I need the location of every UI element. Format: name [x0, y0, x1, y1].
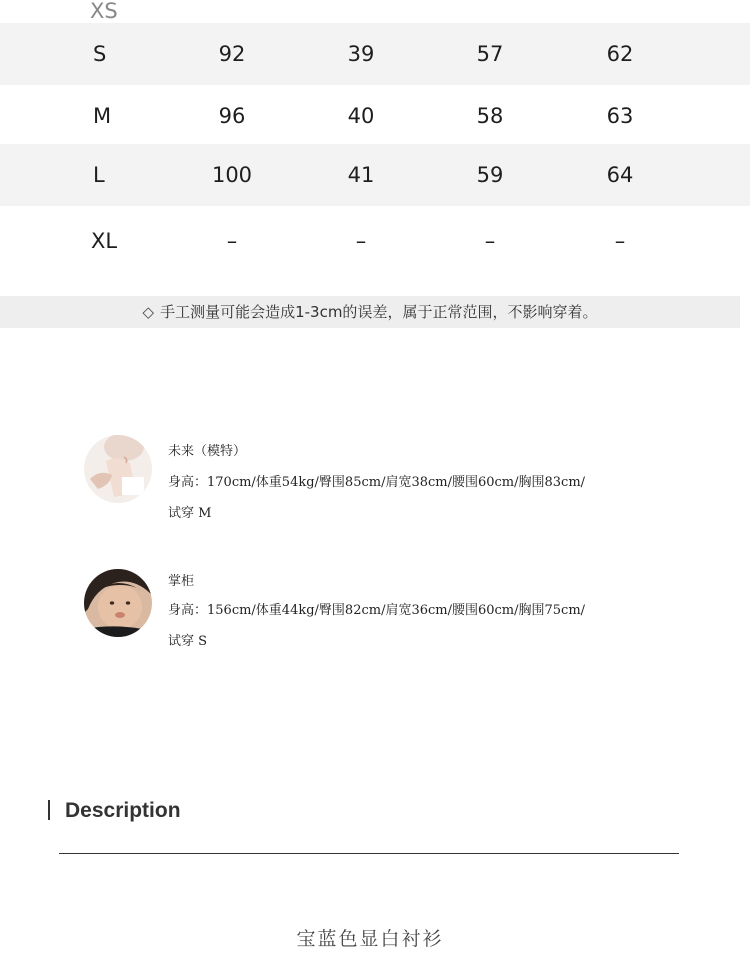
diamond-outline-icon: ◇ — [142, 303, 155, 321]
size-label: XL — [91, 229, 118, 253]
size-value: 100 — [211, 163, 253, 187]
section-divider — [59, 853, 679, 854]
size-value: 96 — [218, 104, 246, 128]
model-fit-size: 试穿 M — [168, 506, 212, 521]
size-label: L — [93, 163, 105, 187]
model-photo-image — [84, 435, 152, 503]
size-value: 57 — [476, 42, 504, 66]
size-row-m — [0, 85, 750, 147]
model-measurements: 身高：156cm/体重44kg/臀围82cm/肩宽36cm/腰围60cm/胸围75cm/ — [168, 603, 586, 618]
size-value: 63 — [606, 104, 634, 128]
size-header-partial: XS — [90, 0, 118, 23]
shopkeeper-photo-image — [84, 569, 152, 637]
size-value: 64 — [606, 163, 634, 187]
size-value: – — [355, 229, 367, 253]
size-value: 41 — [347, 163, 375, 187]
model-measurements: 身高：170cm/体重54kg/臀围85cm/肩宽38cm/腰围60cm/胸围83cm/ — [168, 475, 586, 490]
size-row-s — [0, 23, 750, 85]
size-value: 58 — [476, 104, 504, 128]
size-row-xl — [0, 210, 750, 272]
size-value: 40 — [347, 104, 375, 128]
model-name: 未来（模特） — [168, 444, 247, 459]
model-name: 掌柜 — [168, 574, 195, 589]
size-value: – — [614, 229, 626, 253]
measurement-note-text: 手工测量可能会造成1-3cm的误差，属于正常范围，不影响穿着。 — [160, 303, 598, 321]
description-title: Description — [65, 799, 181, 822]
size-label: M — [93, 104, 112, 128]
size-value: 62 — [606, 42, 634, 66]
product-name: 宝蓝色显白衬衫 — [296, 928, 444, 950]
heading-accent-bar — [48, 800, 50, 820]
model-fit-size: 试穿 S — [168, 634, 208, 649]
size-label: S — [93, 42, 107, 66]
measurement-note — [0, 296, 740, 328]
size-value: 59 — [476, 163, 504, 187]
size-value: 92 — [218, 42, 246, 66]
size-row-l — [0, 144, 750, 206]
model-avatar-2 — [84, 569, 152, 637]
size-value: – — [484, 229, 496, 253]
size-value: – — [226, 229, 238, 253]
size-value: 39 — [347, 42, 375, 66]
model-avatar-1 — [84, 435, 152, 503]
